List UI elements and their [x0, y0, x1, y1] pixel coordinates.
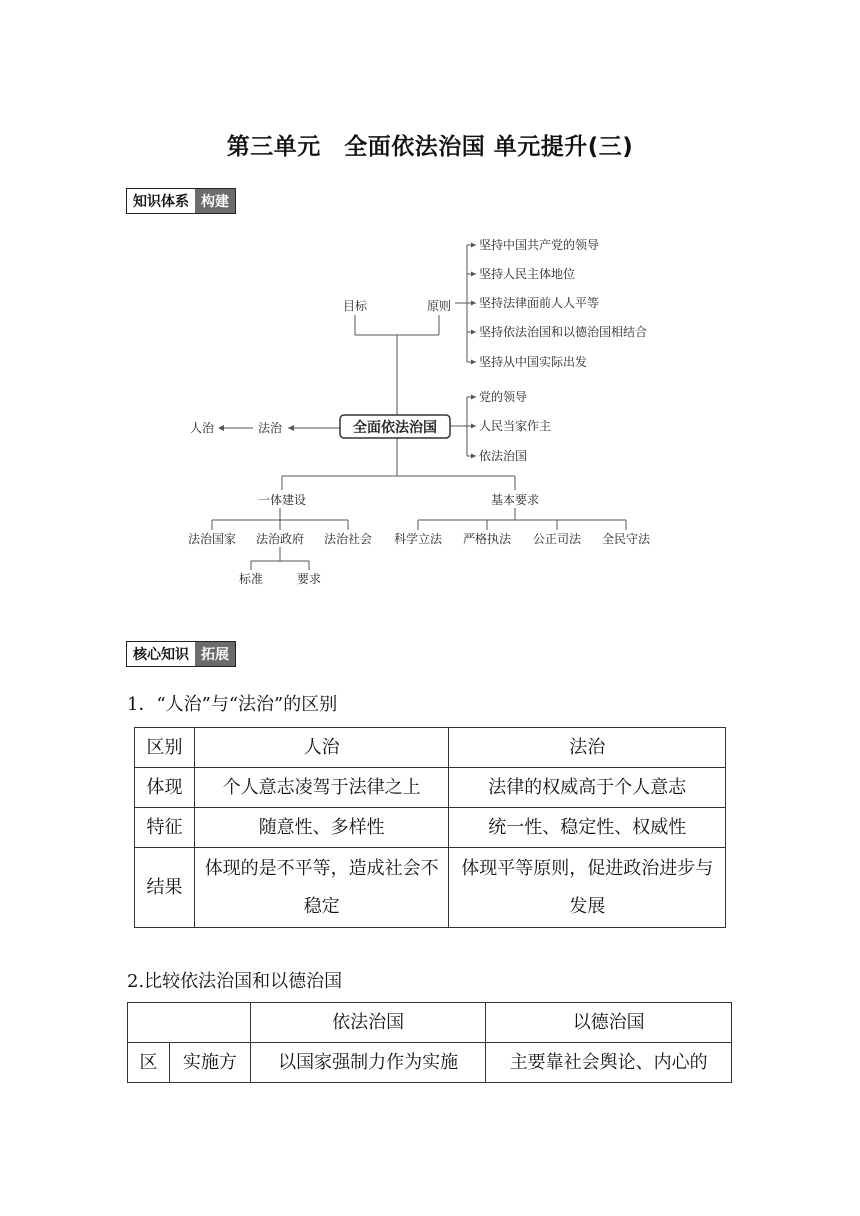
- comparison-table-1: [134, 727, 726, 928]
- section-tag-main: 核心知识: [127, 642, 195, 666]
- rule-of-law-label: 法治: [257, 421, 283, 435]
- section-tag-sub: 拓展: [195, 642, 235, 666]
- unity-item: 人民当家作主: [479, 419, 552, 433]
- table-row: [135, 808, 726, 848]
- table-cell: 统一性、稳定性、权威性: [449, 808, 726, 848]
- table-cell: 以德治国: [486, 1003, 732, 1043]
- knowledge-diagram: [0, 225, 860, 595]
- table-cell: 结果: [135, 848, 195, 928]
- principle-item: 坚持法律面前人人平等: [479, 296, 600, 310]
- section-tag-knowledge-system: [126, 188, 236, 214]
- unity-item: 依法治国: [479, 449, 528, 463]
- heading-law-vs-virtue: 2.比较依法治国和以德治国: [127, 971, 343, 992]
- build-item: 法治国家: [187, 532, 237, 546]
- heading-rule-comparison: 1．“人治”与“法治”的区别: [127, 694, 338, 715]
- diagram-principle: 原则: [426, 299, 452, 313]
- table-cell: 体现平等原则，促进政治进步与发展: [449, 848, 726, 928]
- basic-item: 全民守法: [601, 532, 651, 546]
- diagram-center: 全面依法治国: [353, 420, 437, 436]
- unity-item: 党的领导: [479, 390, 528, 404]
- table-cell: 以国家强制力作为实施: [250, 1043, 486, 1083]
- build-item: 法治社会: [323, 532, 373, 546]
- table-header-row: [135, 728, 726, 768]
- table-cell: 特征: [135, 808, 195, 848]
- table-row: [135, 768, 726, 808]
- build-label: 一体建设: [257, 493, 307, 507]
- table-row: [135, 848, 726, 928]
- gov-item: 要求: [296, 572, 322, 586]
- principle-item: 坚持从中国实际出发: [479, 355, 588, 369]
- section-tag-sub: 构建: [195, 189, 235, 213]
- table-cell: [128, 1003, 251, 1043]
- principle-item: 坚持人民主体地位: [479, 267, 576, 281]
- table-cell: 法律的权威高于个人意志: [449, 768, 726, 808]
- basic-label: 基本要求: [490, 493, 540, 507]
- table-cell: 主要靠社会舆论、内心的: [486, 1043, 732, 1083]
- table-cell: 个人意志凌驾于法律之上: [194, 768, 449, 808]
- comparison-table-2: [127, 1002, 732, 1083]
- section-tag-core-knowledge: [126, 641, 236, 667]
- principle-item: 坚持依法治国和以德治国相结合: [479, 325, 648, 339]
- table-cell: 实施方: [169, 1043, 250, 1083]
- basic-item: 科学立法: [393, 532, 443, 546]
- table-cell: 体现的是不平等，造成社会不稳定: [194, 848, 449, 928]
- basic-item: 公正司法: [532, 532, 582, 546]
- table-header-row: [128, 1003, 732, 1043]
- build-item: 法治政府: [255, 532, 305, 546]
- page-title: 第三单元 全面依法治国 单元提升(三): [226, 134, 634, 160]
- rule-of-man-label: 人治: [189, 421, 215, 435]
- table-cell: 人治: [194, 728, 449, 768]
- table-cell: 体现: [135, 768, 195, 808]
- table-cell: 依法治国: [250, 1003, 486, 1043]
- basic-item: 严格执法: [462, 532, 512, 546]
- principle-item: 坚持中国共产党的领导: [479, 238, 600, 252]
- table-cell: 区: [128, 1043, 170, 1083]
- table-cell: 随意性、多样性: [194, 808, 449, 848]
- table-cell: 法治: [449, 728, 726, 768]
- diagram-goal: 目标: [342, 299, 368, 313]
- gov-item: 标准: [238, 572, 264, 586]
- table-cell: 区别: [135, 728, 195, 768]
- table-row: [128, 1043, 732, 1083]
- section-tag-main: 知识体系: [127, 189, 195, 213]
